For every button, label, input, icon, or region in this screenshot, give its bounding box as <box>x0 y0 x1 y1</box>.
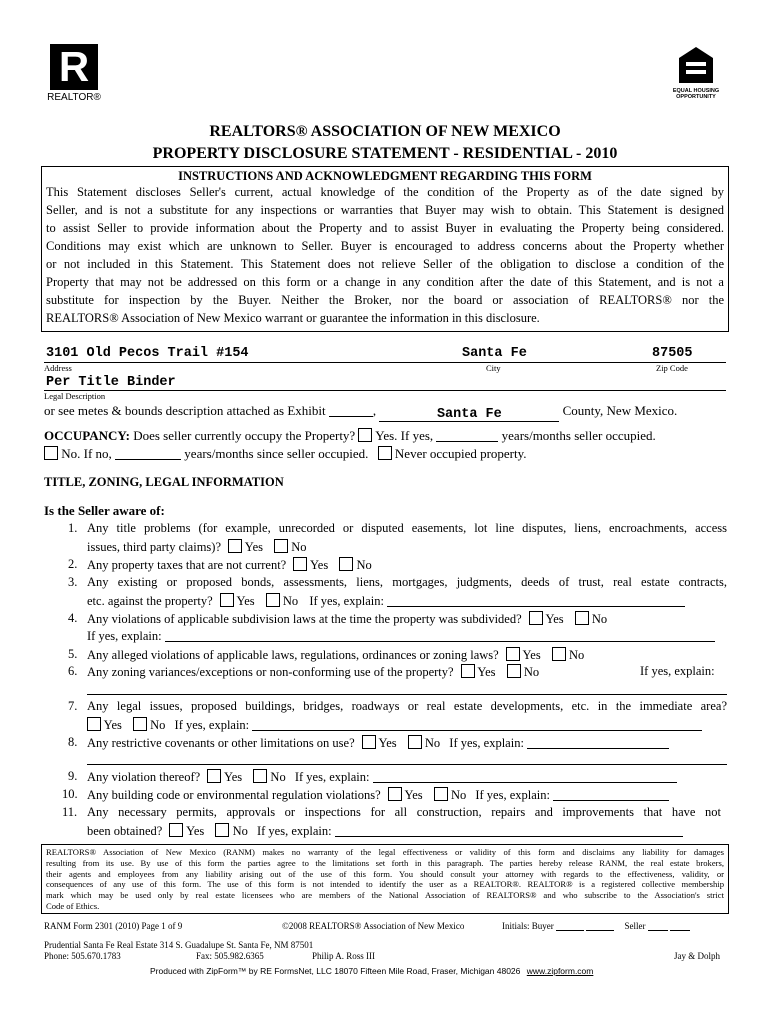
q1-yes-label: Yes <box>244 540 263 554</box>
q10-yes-label: Yes <box>404 788 423 802</box>
q6-no-label: No <box>523 665 540 679</box>
zip-field[interactable]: 87505 <box>652 346 693 361</box>
years-occupied-field[interactable] <box>436 430 498 442</box>
q5-yes-checkbox[interactable] <box>506 647 520 661</box>
disclaimer-line: mark which may be used only by real estate licensees who are members of the National Association of REALTORS® and who subscribe to the Association's strict <box>46 890 724 901</box>
instructions-line: substitute for inspection by the Buyer. Neither the Broker, nor the board or association of REALTORS® nor the <box>46 293 724 307</box>
county-field[interactable]: Santa Fe <box>379 408 559 422</box>
q8-text: Any restrictive covenants or other limitations on use? <box>87 736 355 750</box>
q10-explain-label: If yes, explain: <box>475 788 550 802</box>
city-label: City <box>486 363 501 373</box>
q8-row <box>87 735 669 751</box>
realtor-logo <box>46 44 102 106</box>
q3-explain-field[interactable] <box>387 595 685 607</box>
legal-label: Legal Description <box>44 391 106 401</box>
q4-row <box>87 611 607 627</box>
q9-row <box>87 769 677 785</box>
q1-text-cont: issues, third party claims)? <box>87 540 221 554</box>
instructions-line: Property that may not be addressed on this form or a change in any condition after the date of this Statement, and is not a <box>46 275 724 289</box>
instructions-line: This Statement discloses Seller's current, actual knowledge of the condition of the Property as of the date signed by <box>46 185 724 199</box>
q9-explain-field[interactable] <box>373 771 677 783</box>
occupancy-question: Does seller currently occupy the Property? <box>133 428 356 443</box>
page-subtitle: PROPERTY DISCLOSURE STATEMENT - RESIDENTIAL - 2010 <box>152 145 618 162</box>
q11-explain-label: If yes, explain: <box>256 824 332 838</box>
q10-no-checkbox[interactable] <box>434 787 448 801</box>
occupancy-no-suffix: years/months since seller occupied. <box>184 446 369 461</box>
buyer-initials-field-1[interactable] <box>556 921 584 931</box>
form-id: RANM Form 2301 (2010) Page 1 of 9 <box>44 921 183 931</box>
broker-fax: Fax: 505.982.6365 <box>196 951 264 961</box>
address-label: Address <box>44 363 72 373</box>
q9-yes-checkbox[interactable] <box>207 769 221 783</box>
zip-label: Zip Code <box>656 363 688 373</box>
never-occupied-checkbox[interactable] <box>378 446 392 460</box>
equal-housing-logo <box>664 46 728 104</box>
address-line <box>44 362 726 363</box>
q8-number: 8. <box>68 735 78 749</box>
never-occupied-text: Never occupied property. <box>394 446 527 461</box>
q7-no-checkbox[interactable] <box>133 717 147 731</box>
q2-yes-label: Yes <box>310 558 329 572</box>
q10-explain-field[interactable] <box>553 789 669 801</box>
exhibit-field[interactable] <box>329 405 373 417</box>
q8-explain-label: If yes, explain: <box>449 736 524 750</box>
q6-yes-label: Yes <box>477 665 496 679</box>
q7-explain-field[interactable] <box>252 719 702 731</box>
q7-no-label: No <box>150 718 166 732</box>
instructions-box <box>41 166 729 332</box>
q3-no-label: No <box>282 594 299 608</box>
q7-text: Any legal issues, proposed buildings, bridges, roadways or real estate developments, etc. in the immediate area? <box>87 699 727 713</box>
initials-row <box>502 921 690 931</box>
occupancy-yes-text: Yes. If yes, <box>375 428 434 443</box>
q11-text: Any necessary permits, approvals or inspections for all construction, repairs and improvements that have not <box>87 805 721 819</box>
broker-info: Prudential Santa Fe Real Estate 314 S. Guadalupe St. Santa Fe, NM 87501 <box>44 940 314 950</box>
disclaimer-line: resulting from its use. By use of this form the parties agree to the limitations set forth in this paragraph. The parties hereby release RANM, the real estate brokers, <box>46 857 724 868</box>
q6-text: Any zoning variances/exceptions or non-conforming use of the property? <box>87 665 454 679</box>
q2-row <box>87 557 372 573</box>
q3-number: 3. <box>68 575 78 589</box>
section-intro: Is the Seller aware of: <box>44 503 165 518</box>
q4-number: 4. <box>68 611 78 625</box>
q9-number: 9. <box>68 769 78 783</box>
q8-yes-label: Yes <box>378 736 397 750</box>
q4-yes-label: Yes <box>545 612 564 626</box>
years-since-field[interactable] <box>115 448 181 460</box>
q7-yes-label: Yes <box>103 718 122 732</box>
occupancy-no-checkbox[interactable] <box>44 446 58 460</box>
q7-explain-label: If yes, explain: <box>174 718 250 732</box>
q11-yes-checkbox[interactable] <box>169 823 183 837</box>
county-suffix: County, New Mexico. <box>562 403 678 418</box>
q7-number: 7. <box>68 699 78 713</box>
q1-number: 1. <box>68 521 78 535</box>
q5-no-label: No <box>568 648 585 662</box>
q1-text: Any title problems (for example, unrecorded or disputed easements, lot line disputes, liens, encroachments, access <box>87 521 727 535</box>
disclaimer-line: REALTORS® Association of New Mexico (RANM) makes no warranty of the legal effectiveness or validity of this form and disclaims any liability for damages <box>46 847 724 857</box>
q3-yes-label: Yes <box>236 594 255 608</box>
q10-number: 10. <box>62 787 78 801</box>
copyright: ©2008 REALTORS® Association of New Mexico <box>282 921 465 931</box>
q3-text-cont: etc. against the property? <box>87 594 213 608</box>
address-field[interactable]: 3101 Old Pecos Trail #154 <box>46 346 249 361</box>
q8-no-checkbox[interactable] <box>408 735 422 749</box>
q2-text: Any property taxes that are not current? <box>87 558 287 572</box>
q6-row <box>87 664 539 680</box>
agent-name: Philip A. Ross III <box>312 951 376 961</box>
q4-explain-label: If yes, explain: <box>87 629 162 643</box>
q9-no-checkbox[interactable] <box>253 769 267 783</box>
metes-row <box>44 403 677 422</box>
q11-number: 11. <box>62 805 78 819</box>
disclaimer-line: consequences of any use of this form. The use of this form is not intended to identify the user as a REALTOR®. REALTOR® is a registered collective membership <box>46 879 724 890</box>
q3-text: Any existing or proposed bonds, assessments, liens, mortgages, judgments, deeds of trust, real estate contracts, <box>87 575 727 589</box>
instructions-line: to assist Seller to provide information about the Property and to assist Buyer in evaluating the Property being considered. <box>46 221 724 235</box>
q10-text: Any building code or environmental regulation violations? <box>87 788 381 802</box>
q4-explain-field[interactable] <box>165 630 715 642</box>
equal-housing-icon <box>678 46 714 84</box>
q8-yes-checkbox[interactable] <box>362 735 376 749</box>
occupancy-yes-suffix: years/months seller occupied. <box>501 428 656 443</box>
legal-line <box>44 390 726 391</box>
occupancy-no-text: No. If no, <box>61 446 112 461</box>
occupancy-label: OCCUPANCY: <box>44 428 130 443</box>
q4-no-label: No <box>591 612 608 626</box>
q9-yes-label: Yes <box>223 770 243 784</box>
instructions-line: REALTORS® Association of New Mexico warrant or guarantee the information in this disclosure. <box>46 311 540 325</box>
q5-text: Any alleged violations of applicable laws, regulations, ordinances or zoning laws? <box>87 648 499 662</box>
realtor-logo-label: REALTOR® <box>47 92 101 103</box>
zipform-link[interactable]: www.zipform.com <box>526 966 594 976</box>
eho-line1: EQUAL HOUSING <box>672 88 720 94</box>
q8-explain-field[interactable] <box>527 737 669 749</box>
buyer-initials-field-2[interactable] <box>586 921 614 931</box>
q8-explain-field-2[interactable] <box>87 764 727 765</box>
q9-text: Any violation thereof? <box>87 770 201 784</box>
page-title: REALTORS® ASSOCIATION OF NEW MEXICO <box>209 123 561 140</box>
q11-no-checkbox[interactable] <box>215 823 229 837</box>
disclaimer-line: their agents and employees from any liability arising out of the use of this form. You should consult your attorney with regards to the effectiveness, validity, or <box>46 868 724 879</box>
section-heading: TITLE, ZONING, LEGAL INFORMATION <box>44 475 284 489</box>
q1-no-label: No <box>291 540 307 554</box>
q9-no-label: No <box>270 770 286 784</box>
q10-row <box>87 787 669 803</box>
q2-yes-checkbox[interactable] <box>293 557 307 571</box>
q2-no-label: No <box>356 558 372 572</box>
disclaimer-box <box>41 844 729 914</box>
realtor-logo-mark: R <box>50 44 98 90</box>
q3-no-checkbox[interactable] <box>266 593 280 607</box>
instructions-heading: INSTRUCTIONS AND ACKNOWLEDGMENT REGARDING THIS FORM <box>178 169 592 183</box>
q1-no-checkbox[interactable] <box>274 539 288 553</box>
q10-no-label: No <box>450 788 467 802</box>
occupancy-yes-checkbox[interactable] <box>358 428 372 442</box>
metes-text: or see metes & bounds description attached as Exhibit <box>44 403 326 418</box>
q7-yes-checkbox[interactable] <box>87 717 101 731</box>
q11-row2 <box>87 823 683 839</box>
q6-yes-checkbox[interactable] <box>461 664 475 678</box>
q4-yes-checkbox[interactable] <box>529 611 543 625</box>
q8-no-label: No <box>424 736 441 750</box>
q4-row2 <box>87 629 715 644</box>
q2-no-checkbox[interactable] <box>339 557 353 571</box>
q11-text-cont: been obtained? <box>87 824 163 838</box>
instructions-line: Conditions may exist which are unknown to Seller. Buyer is encouraged to address concerns about the Property whether <box>46 239 724 253</box>
broker-phone: Phone: 505.670.1783 <box>44 951 121 961</box>
produced-by <box>150 966 593 976</box>
q10-yes-checkbox[interactable] <box>388 787 402 801</box>
q1-row2 <box>87 539 307 555</box>
occupancy-row1 <box>44 428 656 444</box>
q11-yes-label: Yes <box>186 824 205 838</box>
disclaimer-line: Code of Ethics. <box>46 900 100 911</box>
q2-number: 2. <box>68 557 78 571</box>
city-field[interactable]: Santa Fe <box>462 346 527 361</box>
initials-buyer-label: Initials: Buyer <box>502 921 554 931</box>
metes-comma: , <box>372 403 377 418</box>
file-name: Jay & Dolph <box>674 951 720 961</box>
q7-row2 <box>87 717 702 733</box>
seller-initials-field-1[interactable] <box>648 921 668 931</box>
q9-explain-label: If yes, explain: <box>294 770 370 784</box>
q1-yes-checkbox[interactable] <box>228 539 242 553</box>
q5-yes-label: Yes <box>522 648 541 662</box>
eho-line2: OPPORTUNITY <box>676 94 716 100</box>
legal-description-field[interactable]: Per Title Binder <box>46 375 176 390</box>
q3-explain-label: If yes, explain: <box>309 594 384 608</box>
produced-text: Produced with ZipForm™ by RE FormsNet, LLC 18070 Fifteen Mile Road, Fraser, Michigan 48026 <box>150 966 521 976</box>
q3-yes-checkbox[interactable] <box>220 593 234 607</box>
q6-explain-label: If yes, explain: <box>640 664 715 678</box>
initials-seller-label: Seller <box>624 921 646 931</box>
q6-number: 6. <box>68 664 78 678</box>
q4-text: Any violations of applicable subdivision laws at the time the property was subdivided? <box>87 612 522 626</box>
q5-number: 5. <box>68 647 78 661</box>
instructions-line: or not included in this Statement. This Statement does not relieve Seller of the obligation to disclose a condition of the <box>46 257 724 271</box>
q4-no-checkbox[interactable] <box>575 611 589 625</box>
q11-no-label: No <box>232 824 248 838</box>
occupancy-row2 <box>44 446 527 462</box>
q6-no-checkbox[interactable] <box>507 664 521 678</box>
q5-row <box>87 647 584 663</box>
instructions-line: Seller, and is not a substitute for any inspections or warranties that Buyer may wish to obtain. This Statement is designed <box>46 203 724 217</box>
q3-row2 <box>87 593 685 609</box>
q11-explain-field[interactable] <box>335 825 683 837</box>
seller-initials-field-2[interactable] <box>670 921 690 931</box>
q5-no-checkbox[interactable] <box>552 647 566 661</box>
q6-explain-field[interactable] <box>87 694 727 695</box>
